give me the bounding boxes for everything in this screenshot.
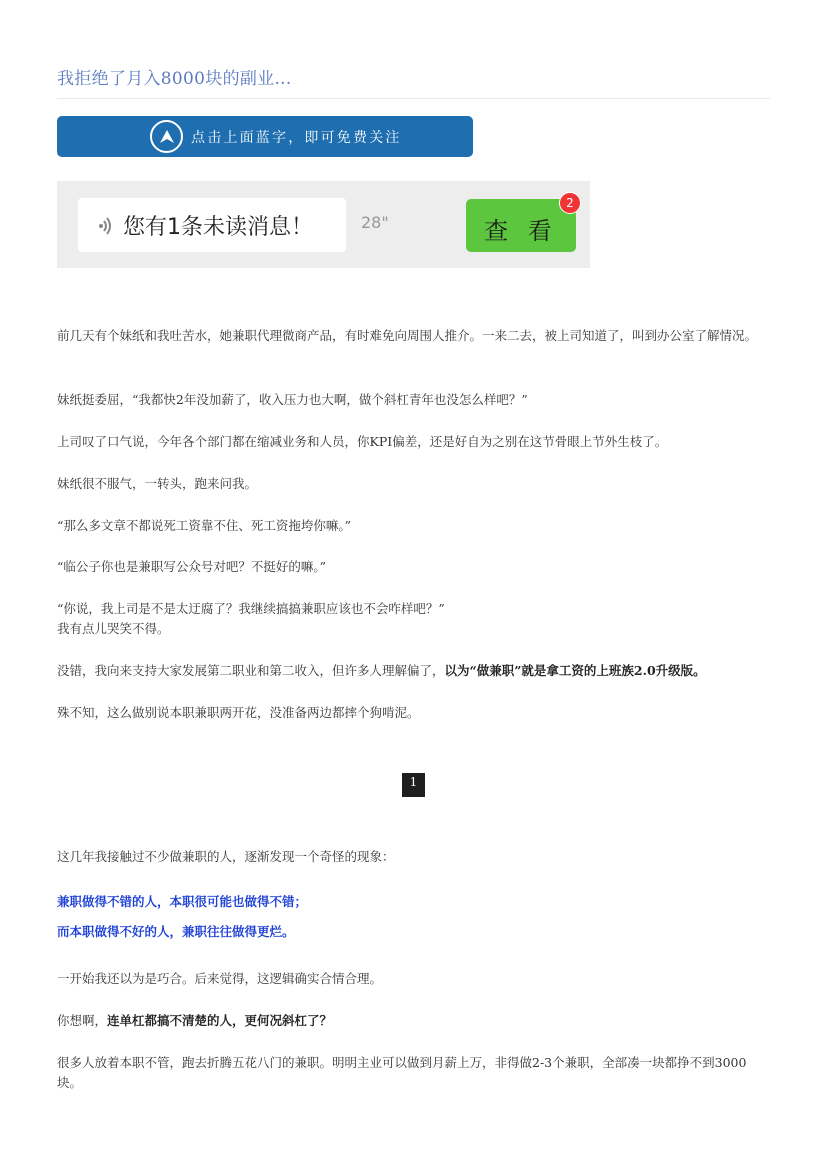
paragraph: “那么多文章不都说死工资靠不住、死工资拖垮你嘛。” — [57, 518, 352, 533]
unread-message-card — [57, 181, 590, 268]
paragraph: 很多人放着本职不管，跑去折腾五花八门的兼职。明明主业可以做到月薪上万，非得做2-3个兼职，全部凑一块都挣不到3000块。 — [57, 1055, 747, 1090]
message-duration: 28" — [361, 213, 389, 232]
section-number: 1 — [402, 773, 425, 797]
paragraph: “临公子你也是兼职写公众号对吧？不挺好的嘛。” — [57, 559, 327, 574]
paragraph: 我有点儿哭笑不得。 — [57, 621, 170, 636]
unread-badge: 2 — [559, 192, 581, 214]
paragraph-emphasis: 以为“做兼职”就是拿工资的上班族2.0升级版。 — [444, 663, 706, 678]
follow-banner-text: 点击上面蓝字，即可免费关注 — [191, 130, 402, 146]
highlight-line: 兼职做得不错的人，本职很可能也做得不错； — [57, 894, 308, 909]
paragraph: 这几年我接触过不少做兼职的人，逐渐发现一个奇怪的现象： — [57, 849, 395, 864]
highlight-line: 而本职做得不好的人，兼职往往做得更烂。 — [57, 924, 295, 939]
view-button-label: 查 看 — [484, 217, 558, 245]
paragraph-emphasis: 连单杠都搞不清楚的人，更何况斜杠了？ — [107, 1013, 333, 1028]
paragraph: 妹纸挺委屈，“我都快2年没加薪了，收入压力也大啊，做个斜杠青年也没怎么样吧？” — [57, 392, 528, 407]
page-title: 我拒绝了月入8000块的副业... — [57, 69, 292, 89]
paragraph-text: 你想啊， — [57, 1013, 108, 1028]
up-arrow-circle-icon — [150, 120, 183, 153]
paragraph: “你说，我上司是不是太迂腐了？我继续搞搞兼职应该也不会咋样吧？” — [57, 601, 445, 616]
paragraph — [57, 1011, 769, 1031]
paragraph: 前几天有个妹纸和我吐苦水，她兼职代理微商产品，有时难免向周围人推介。一来二去，被上司知道了，叫到办公室了解情况。 — [57, 328, 758, 343]
paragraph: 上司叹了口气说，今年各个部门都在缩减业务和人员，你KPI偏差，还是好自为之别在这节骨眼上节外生枝了。 — [57, 434, 668, 449]
voice-icon — [96, 216, 116, 240]
paragraph — [57, 661, 769, 681]
paragraph-text: 没错，我向来支持大家发展第二职业和第二收入，但许多人理解偏了， — [57, 663, 445, 678]
paragraph: 妹纸很不服气，一转头，跑来问我。 — [57, 476, 258, 491]
unread-message-text: 您有1条未读消息！ — [123, 215, 313, 240]
paragraph: 一开始我还以为是巧合。后来觉得，这逻辑确实合情合理。 — [57, 971, 383, 986]
follow-banner[interactable] — [57, 116, 473, 157]
message-bubble — [78, 198, 346, 252]
title-divider — [57, 98, 770, 99]
paragraph: 殊不知，这么做别说本职兼职两开花，没准备两边都摔个狗啃泥。 — [57, 705, 420, 720]
